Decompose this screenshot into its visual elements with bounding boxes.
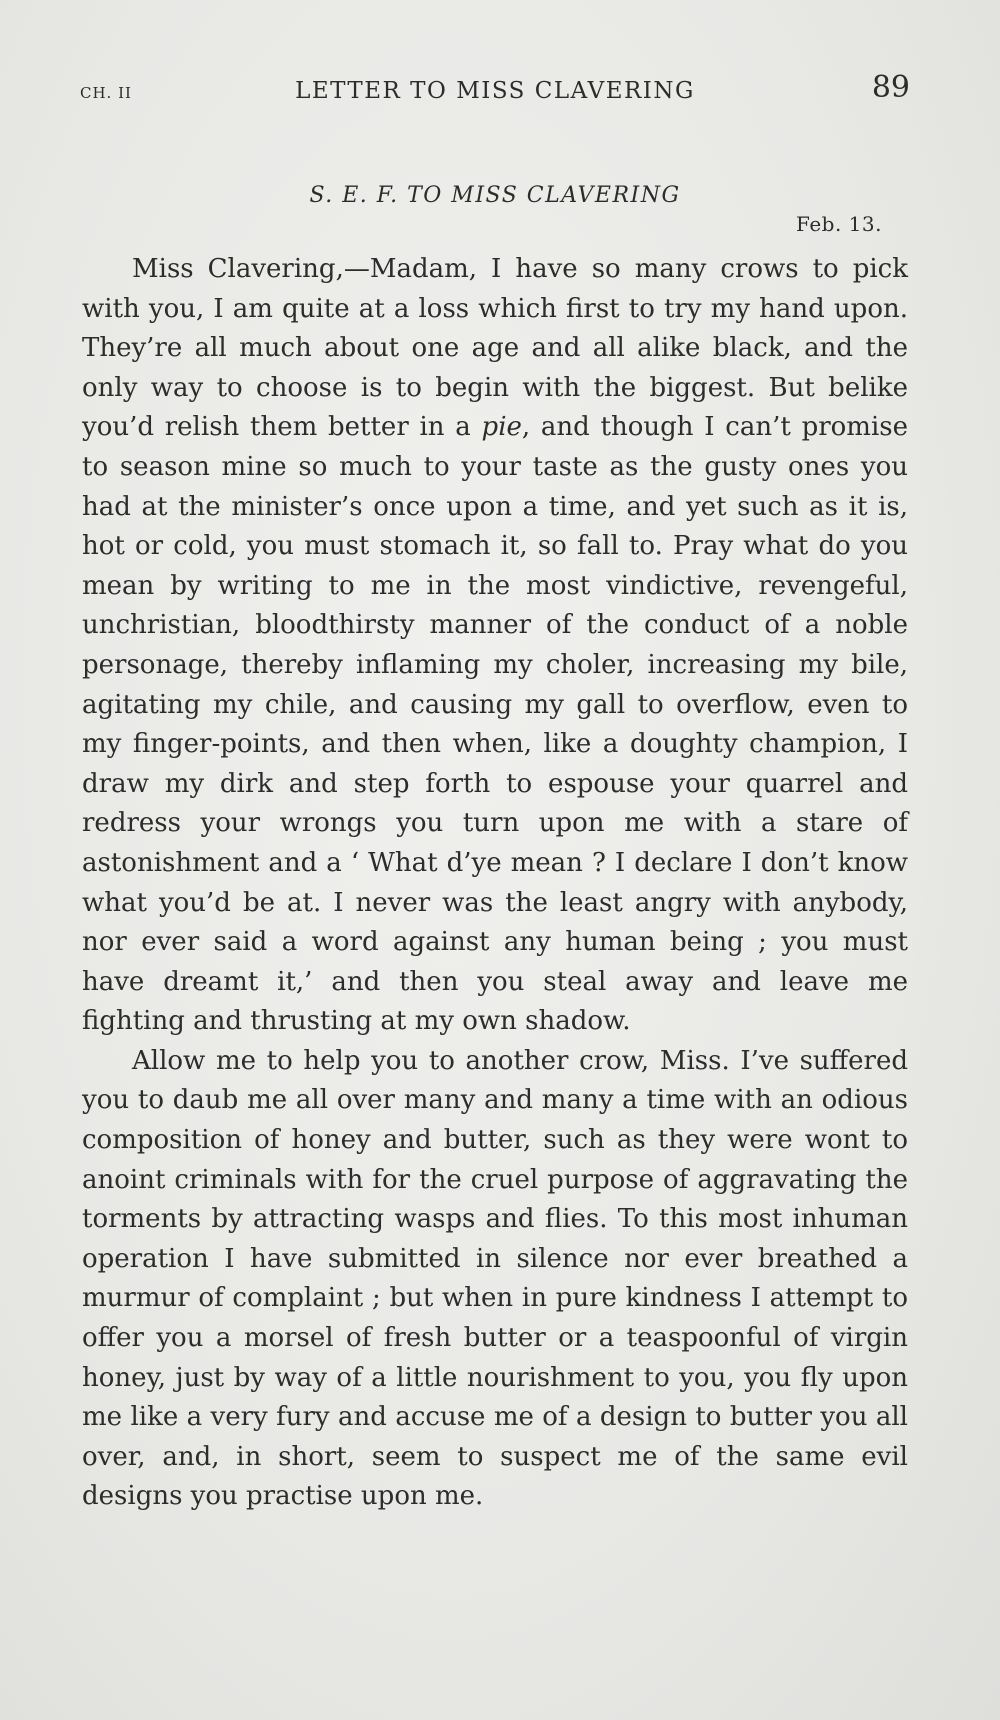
letter-heading: S. E. F. TO MISS CLAVERING (309, 183, 681, 208)
running-head (80, 70, 910, 110)
page-number: 89 (871, 70, 910, 105)
chapter-label: CH. II (80, 84, 132, 102)
running-title: LETTER TO MISS CLAVERING (295, 78, 695, 104)
paragraph-1-emphasis: pie (481, 412, 522, 443)
letter-date: Feb. 13. (796, 212, 882, 236)
letter-body (82, 250, 908, 1517)
paragraph-2: Allow me to help you to another crow, Miss. I’ve suffered you to daub me all over many and many a time with an odious composition of honey and butter, such as they were wont to anoint criminals with for the cruel purpose of aggravating the torments by attracting wasps and flies. To this most inhuman operation I have submitted in silence nor ever breathed a murmur of complaint ; but when in pure kindness I attempt to offer you a morsel of fresh butter or a teaspoonful of virgin honey, just by way of a little nourishment to you, you fly upon me like a very fury and accuse me of a design to butter you all over, and, in short, seem to suspect me of the same evil designs you practise upon me. (82, 1045, 908, 1512)
paragraph-1-part-b: , and though I can’t promise to season mine so much to your taste as the gusty ones you had at the minister’s once upon a time, and yet such as it is, hot or cold, you must stomach it, so fall to. Pray what do you mean by writing to me in the most vindictive, revengeful, unchristian, bloodthirsty manner of the conduct of a noble personage, thereby inflaming my choler, increasing my bile, agitating my chile, and causing my gall to overflow, even to my finger-points, and then when, like a doughty champion, I draw my dirk and step forth to espouse your quarrel and redress your wrongs you turn upon me with a stare of astonishment and a ‘ What d’ye mean ? I declare I don’t know what you’d be at. I never was the least angry with anybody, nor ever said a word against any human being ; you must have dreamt it,’ and then you steal away and leave me fighting and thrusting at my own shadow. (82, 412, 908, 1037)
paragraph-1-part-a: Miss Clavering,—Madam, I have so many crows to pick with you, I am quite at a loss which first to try my hand upon. They’re all much about one age and all alike black, and the only way to choose is to begin with the biggest. But belike you’d relish them better in a (82, 254, 908, 443)
paragraph-1 (82, 250, 908, 1042)
